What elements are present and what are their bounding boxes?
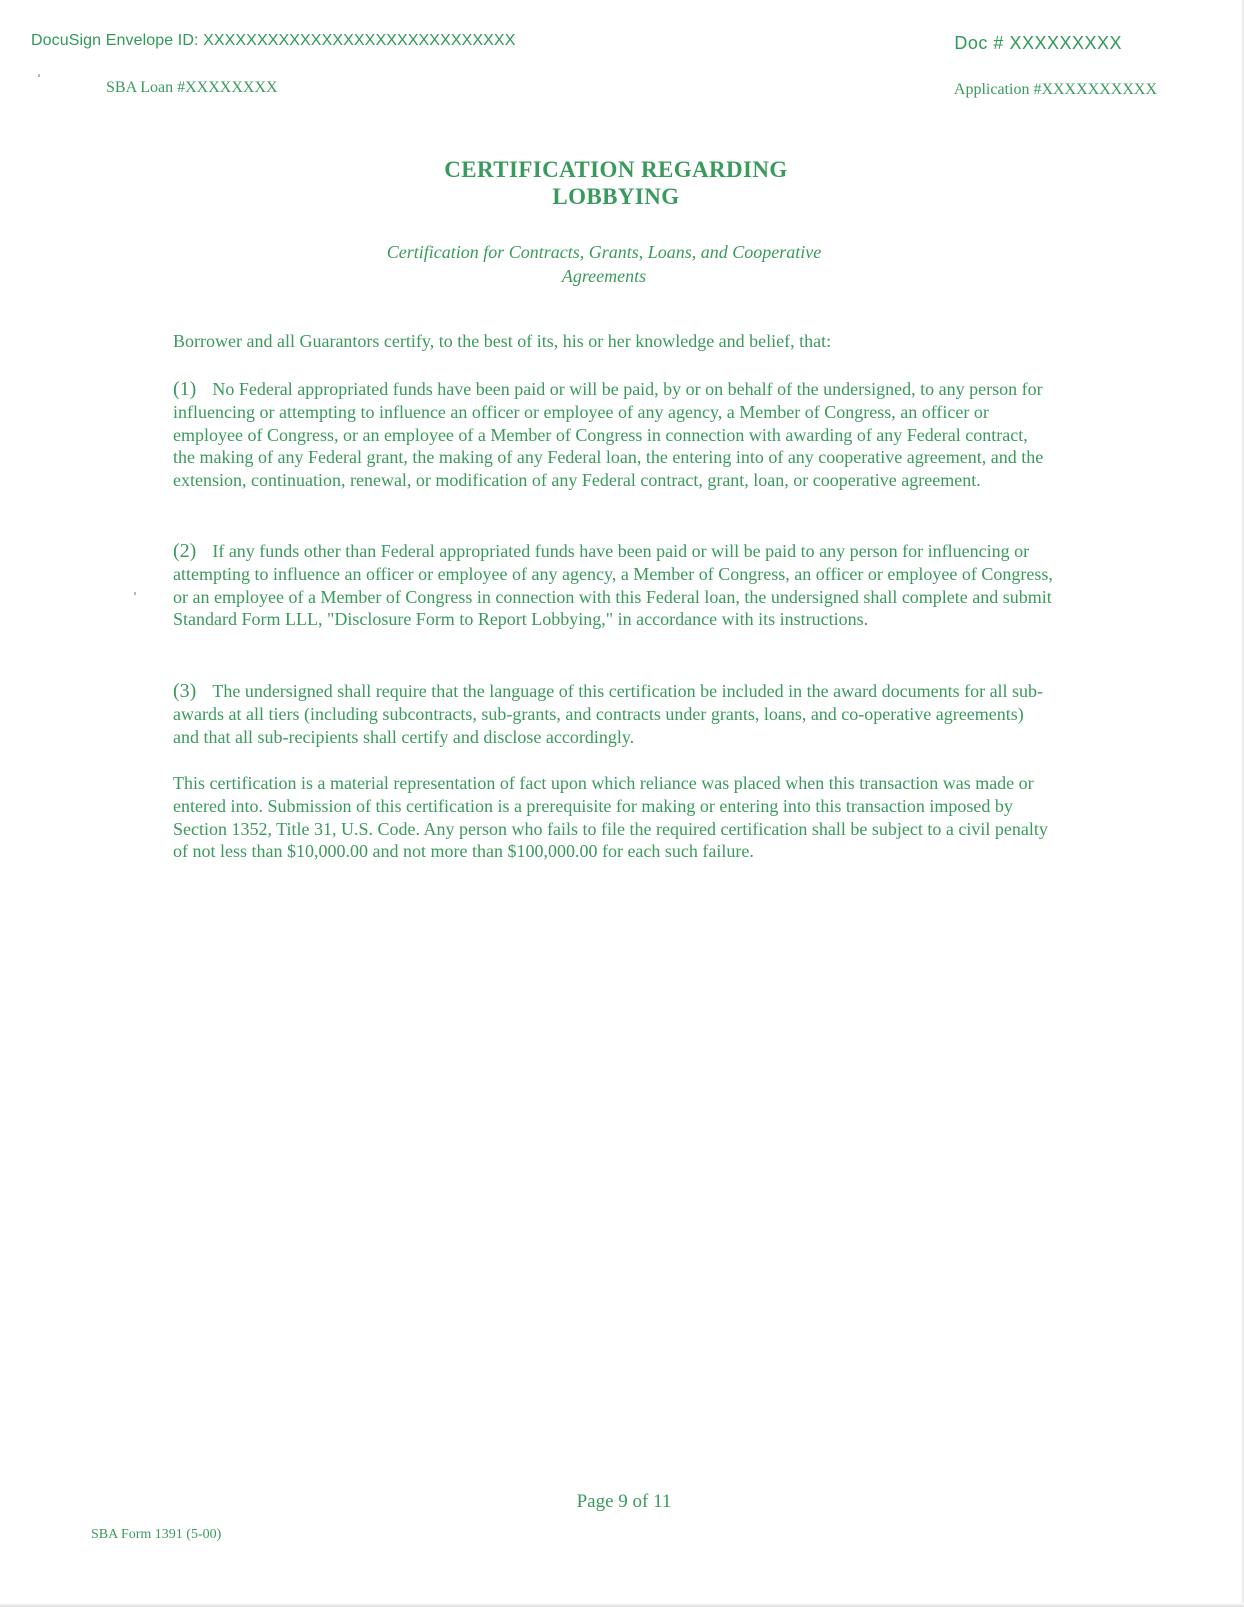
doc-number: Doc # XXXXXXXXX [954, 33, 1122, 53]
application-number: Application #XXXXXXXXXX [953, 81, 1157, 98]
docusign-envelope-id [31, 32, 515, 50]
clause-number: (3) [173, 680, 197, 702]
subtitle-line-1: Certification for Contracts, Grants, Loans, and Cooperative [386, 242, 822, 262]
docusign-brand: DocuSign [31, 32, 102, 49]
intro-paragraph: Borrower and all Guarantors certify, to the best of its, his or her knowledge and belief, that: [173, 331, 832, 351]
certification-clause-1 [173, 378, 1053, 492]
sba-loan-number: SBA Loan #XXXXXXXX [106, 79, 278, 96]
clause-number: (1) [173, 378, 197, 400]
clause-number: (2) [173, 540, 197, 562]
envelope-id-label: Envelope ID: XXXXXXXXXXXXXXXXXXXXXXXXXXXXX [105, 32, 516, 49]
title-line-1: CERTIFICATION REGARDING [444, 157, 788, 182]
page-subtitle [0, 240, 1208, 288]
clause-text: The undersigned shall require that the language of this certification be included in the award documents for all sub-awards at all tiers (including subcontracts, sub-grants, and contracts under grants, loans, and co-operative agreements) and that all sub-recipients shall certify and disclose accordingly. [173, 681, 1044, 747]
scan-mark [38, 74, 40, 77]
page-title [0, 156, 1232, 210]
clause-text: If any funds other than Federal appropriated funds have been paid or will be paid to any person for influencing or attempting to influence an officer or employee of any agency, a Member of Congress, an officer or employee of Congress, or an employee of a Member of Congress in connection with this Federal loan, the undersigned shall complete and submit Standard Form LLL, "Disclosure Form to Report Lobbying," in accordance with its instructions. [173, 541, 1053, 630]
page-edge-bottom [0, 1603, 1244, 1607]
title-line-2: LOBBYING [552, 184, 680, 209]
closing-paragraph: This certification is a material representation of fact upon which reliance was placed when this transaction was made or entered into. Submission of this certification is a prerequisite for making or entering into this transaction imposed by Section 1352, Title 31, U.S. Code. Any person who fails to file the required certification shall be subject to a civil penalty of not less than $10,000.00 and not more than $100,000.00 for each such failure. [173, 773, 1048, 862]
certification-clause-3 [173, 680, 1053, 748]
certification-clause-2 [173, 540, 1053, 631]
scan-mark [134, 592, 136, 595]
page-number: Page 9 of 11 [576, 1491, 672, 1512]
subtitle-line-2: Agreements [561, 266, 647, 286]
clause-text: No Federal appropriated funds have been paid or will be paid, by or on behalf of the undersigned, to any person for influencing or attempting to influence an officer or employee of any agency, a Member of Congress, an officer or employee of Congress, or an employee of a Member of Congress in connection with awarding of any Federal contract, the making of any Federal grant, the making of any Federal loan, the entering into of any cooperative agreement, and the extension, continuation, renewal, or modification of any Federal contract, grant, loan, or cooperative agreement. [173, 379, 1044, 491]
form-identifier: SBA Form 1391 (5-00) [91, 1527, 222, 1542]
